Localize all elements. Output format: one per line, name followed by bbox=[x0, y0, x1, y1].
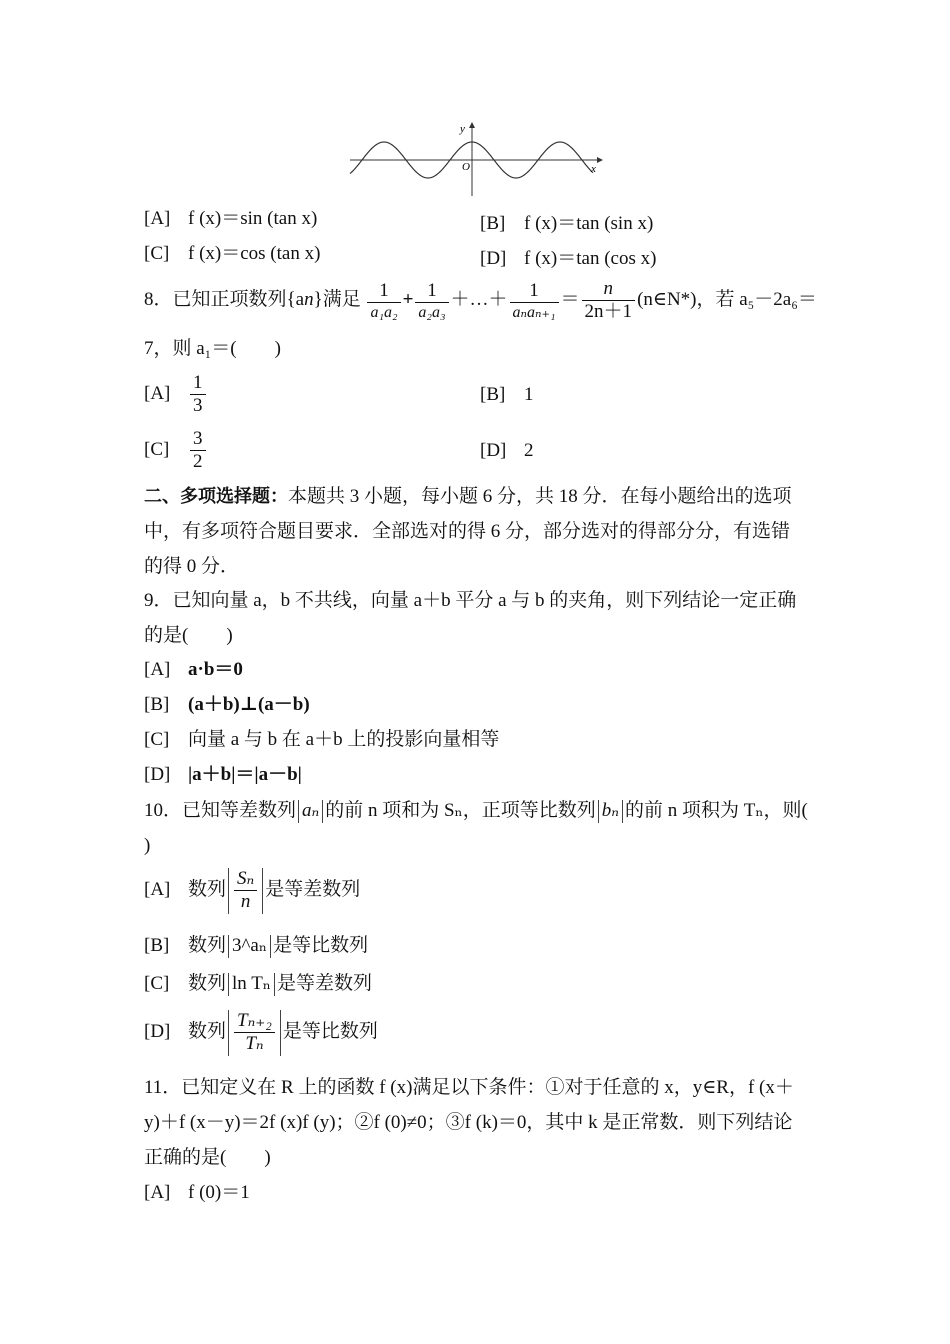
q10-option-c: [C] 数列 ln Tₙ 是等差数列 bbox=[144, 973, 373, 995]
q7-option-d: [D] f (x)＝tan (cos x) bbox=[480, 248, 657, 269]
q9-option-b: [B] (a＋b)⊥(a－b) bbox=[144, 694, 310, 715]
x-axis-label: x bbox=[591, 163, 596, 175]
q9-option-d: [D] |a＋b|＝|a－b| bbox=[144, 764, 302, 785]
q10-stem-line2: ) bbox=[144, 835, 151, 856]
q8-option-d: [D] 2 bbox=[480, 440, 534, 461]
q8-fraction-3: $\frac{1}{\text{aₙaₙ₊₁}}$ bbox=[510, 280, 559, 322]
q9-option-c: [C] 向量 a 与 b 在 a＋b 上的投影向量相等 bbox=[144, 729, 500, 750]
x-axis-arrow bbox=[597, 157, 603, 163]
origin-label: O bbox=[462, 161, 470, 173]
section2-line1: 二、多项选择题：本题共 3 小题，每小题 6 分，共 18 分．在每小题给出的选项 bbox=[144, 486, 792, 507]
q8-option-c: [C] $\frac{3}{2}$ bbox=[144, 428, 208, 474]
q8-option-b: [B] 1 bbox=[480, 384, 534, 405]
q8-fraction-rhs: $\frac{n}{2n+1}$ bbox=[582, 278, 636, 324]
q9-option-a: [A] a·b＝0 bbox=[144, 659, 243, 680]
q11-stem-line3: 正确的是( ) bbox=[144, 1147, 271, 1168]
q8-fraction-2: $\frac{1}{\text{a₂a₃}}$ bbox=[415, 280, 448, 322]
section2-line2: 中，有多项符合题目要求．全部选对的得 6 分，部分选对的得部分分，有选错 bbox=[144, 521, 791, 542]
q10-option-b: [B] 数列 3^aₙ 是等比数列 bbox=[144, 935, 369, 957]
q8-stem-line1: 8．已知正项数列{an}满足 $\frac{1}{\text{a₁a₂}}$ + $\frac{1}{\text{a₂a₃}}$ ＋…＋ $\frac{1}{\text{aₙaₙ₊₁}}$ ＝ $\frac{n}{2n+1}$ (n∈N*)，若 a₅－2a₆＝ bbox=[144, 278, 817, 322]
q8-stem-line2: 7，则 a₁＝( ) bbox=[144, 338, 281, 359]
section2-line3: 的得 0 分． bbox=[144, 556, 240, 577]
q9-stem-line1: 9．已知向量 a，b 不共线，向量 a＋b 平分 a 与 b 的夹角，则下列结论一定正确 bbox=[144, 590, 797, 611]
q8-option-a: [A] $\frac{1}{3}$ bbox=[144, 372, 208, 418]
q11-stem-line2: y)＋f (x－y)＝2f (x)f (y)；②f (0)≠0；③f (k)＝0，其中 k 是正常数．则下列结论 bbox=[144, 1112, 793, 1133]
sine-graph-figure bbox=[345, 120, 605, 200]
q11-stem-line1: 11．已知定义在 R 上的函数 f (x)满足以下条件：①对于任意的 x，y∈R，f (x＋ bbox=[144, 1077, 794, 1098]
q10-option-d: [D] 数列 $\frac{\text{Tₙ₊₂}}{\text{Tₙ}}$ 是等比数列 bbox=[144, 1010, 378, 1054]
q7-option-b: [B] f (x)＝tan (sin x) bbox=[480, 213, 654, 234]
q8-fraction-1: $\frac{1}{\text{a₁a₂}}$ bbox=[367, 280, 400, 322]
y-axis-arrow bbox=[469, 122, 475, 128]
y-axis-label: y bbox=[460, 123, 465, 135]
q7-option-c: [C] f (x)＝cos (tan x) bbox=[144, 243, 321, 264]
q11-option-a: [A] f (0)＝1 bbox=[144, 1182, 250, 1203]
q10-option-a: [A] 数列 $\frac{\text{Sₙ}}{n}$ 是等差数列 bbox=[144, 868, 361, 912]
q10-stem-line1: 10．已知等差数列 aₙ 的前 n 项和为 Sₙ，正项等比数列 bₙ 的前 n 项积为 Tₙ，则( bbox=[144, 800, 808, 822]
q9-stem-line2: 的是( ) bbox=[144, 625, 233, 646]
q7-option-a: [A] f (x)＝sin (tan x) bbox=[144, 208, 318, 229]
